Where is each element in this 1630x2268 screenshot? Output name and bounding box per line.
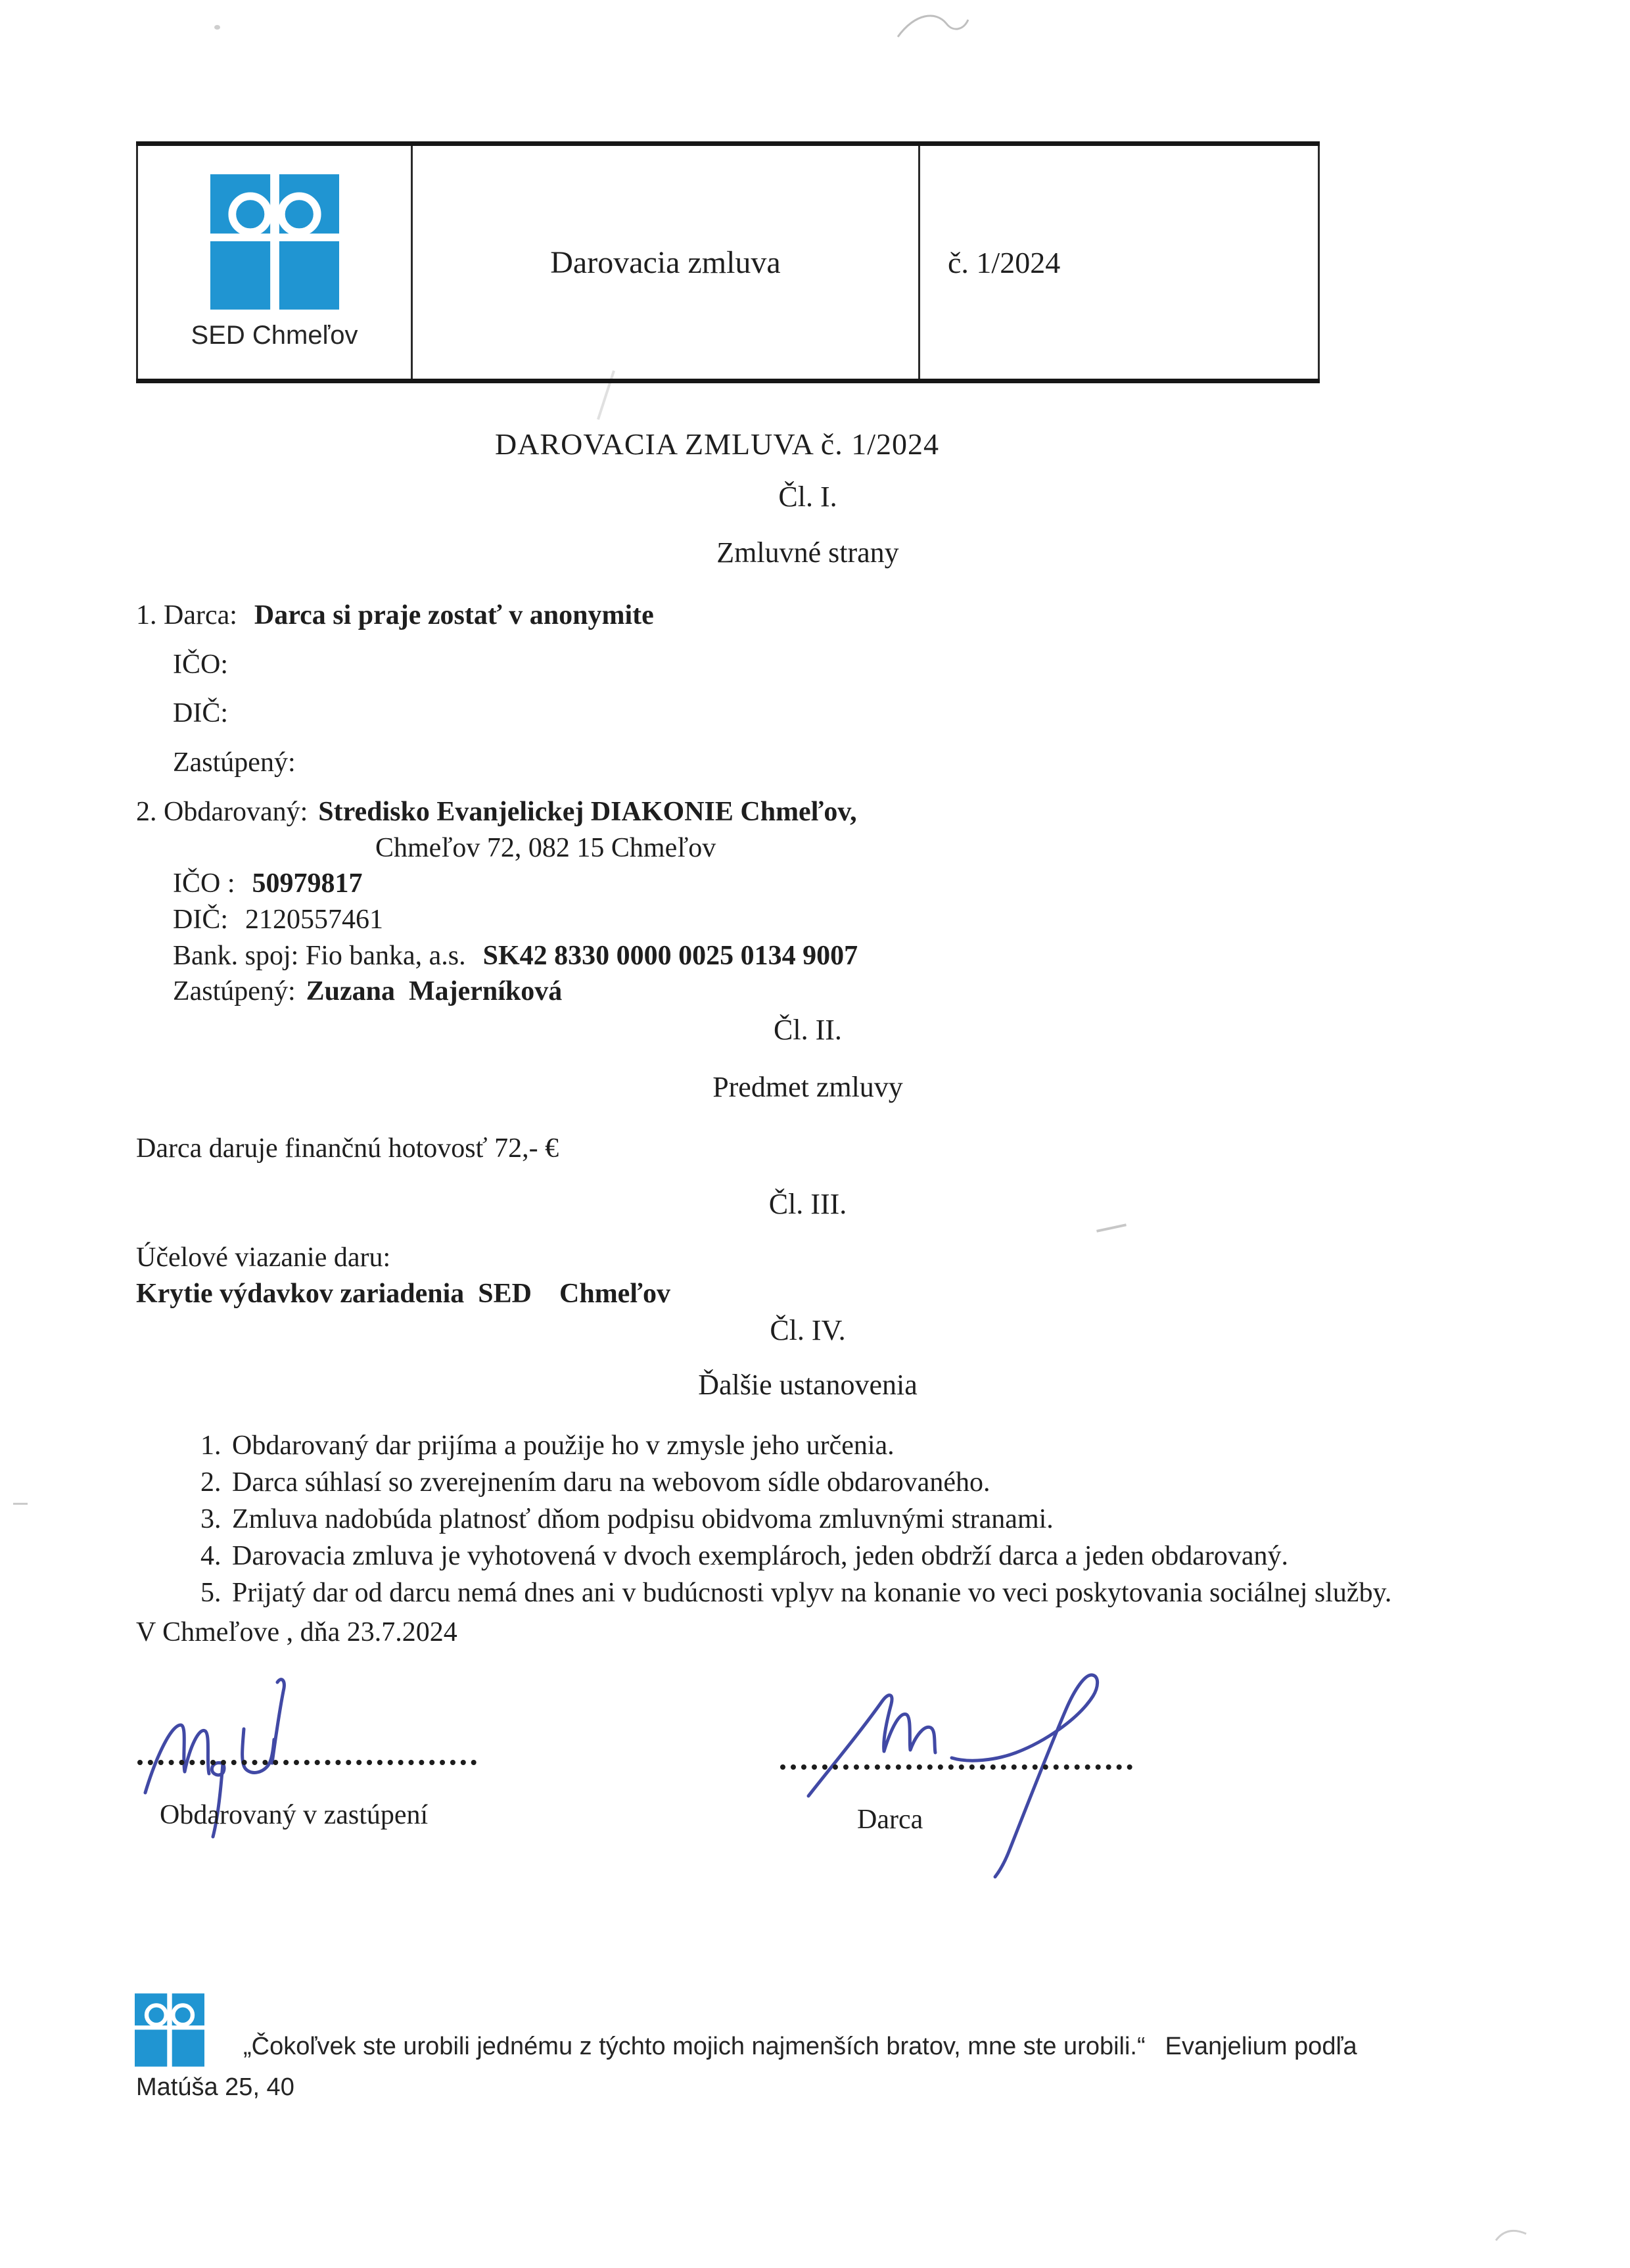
footer-quote-line	[243, 2033, 1357, 2061]
sed-chmelov-logo-icon	[135, 1993, 204, 2067]
provision-item: 2. Darca súhlasí so zverejnením daru na webovom sídle obdarovaného.	[228, 1465, 1498, 1501]
donor-ico-line	[173, 649, 1498, 681]
donee-ico-line	[173, 868, 1498, 900]
scan-artifact	[214, 25, 220, 30]
logo-caption: SED Chmeľov	[191, 321, 358, 350]
provision-item: 1. Obdarovaný dar prijíma a použije ho v zmysle jeho určenia.	[228, 1428, 1498, 1464]
document-content	[136, 141, 1498, 1901]
donee-label: 2. Obdarovaný:	[136, 796, 308, 827]
signature-line-donor	[780, 1764, 1132, 1770]
donee-dic-label: DIČ:	[173, 905, 228, 935]
signature-ink-donor	[799, 1659, 1141, 1886]
provisions-list	[136, 1428, 1498, 1611]
signature-block-donee	[136, 1665, 484, 1901]
donee-rep-name: Zuzana Majerníková	[306, 976, 563, 1007]
donee-bank-line	[173, 940, 1498, 972]
document-title: DAROVACIA ZMLUVA č. 1/2024	[494, 427, 940, 461]
scan-artifact	[13, 1503, 28, 1505]
scan-artifact	[894, 8, 973, 44]
donor-name: Darca si praje zostať v anonymite	[254, 600, 654, 630]
signature-label-donee: Obdarovaný v zastúpení	[160, 1800, 429, 1831]
article-1-heading: Čl. I.	[778, 481, 837, 513]
header-doc-type-cell	[412, 144, 920, 381]
donor-line	[136, 600, 1498, 632]
article-3-heading: Čl. III.	[768, 1187, 847, 1220]
donee-dic-line	[173, 904, 1498, 936]
scan-artifact	[1492, 2221, 1531, 2247]
footer-source-part2: Matúša 25, 40	[136, 2073, 294, 2101]
donee-line	[136, 796, 1498, 828]
donor-label: 1. Darca:	[136, 600, 237, 630]
donee-bank-account: SK42 8330 0000 0025 0134 9007	[482, 940, 858, 971]
provision-item: 3. Zmluva nadobúda platnosť dňom podpisu obidvoma zmluvnými stranami.	[228, 1501, 1498, 1538]
donee-name: Stredisko Evanjelickej DIAKONIE Chmeľov,	[318, 796, 857, 827]
donee-ico-value: 50979817	[252, 868, 363, 899]
header-logo-cell	[137, 144, 412, 381]
article-2-heading: Čl. II.	[774, 1014, 842, 1047]
header-doc-type: Darovacia zmluva	[550, 245, 781, 280]
footer-source-part1: Evanjelium podľa	[1165, 2033, 1357, 2060]
signature-label-donor: Darca	[857, 1805, 923, 1835]
purpose-value: Krytie výdavkov zariadenia SED Chmeľov	[136, 1278, 671, 1309]
header-table	[136, 141, 1320, 383]
donor-ico-label: IČO:	[173, 649, 228, 680]
signature-block-donor	[777, 1665, 1145, 1901]
donee-dic-value: 2120557461	[245, 905, 383, 935]
date-line: V Chmeľove , dňa 23.7.2024	[136, 1617, 457, 1648]
donee-rep-line	[173, 976, 1498, 1008]
article-2-subheading: Predmet zmluvy	[712, 1071, 903, 1104]
donee-rep-label: Zastúpený:	[173, 976, 296, 1007]
donor-dic-line	[173, 697, 1498, 730]
donee-ico-label: IČO :	[173, 868, 235, 899]
header-doc-number: č. 1/2024	[948, 245, 1061, 279]
donee-address: Chmeľov 72, 082 15 Chmeľov	[375, 832, 716, 863]
provision-item: 5. Prijatý dar od darcu nemá dnes ani v budúcnosti vplyv na konanie vo veci poskytovania sociálnej služby.	[228, 1575, 1498, 1611]
signature-line-donee	[137, 1760, 477, 1765]
article-1-subheading: Zmluvné strany	[716, 536, 899, 569]
donor-rep-line	[173, 747, 1498, 779]
donation-amount-line: Darca daruje finančnú hotovosť 72,- €	[136, 1133, 559, 1164]
article-4-subheading: Ďalšie ustanovenia	[698, 1369, 918, 1402]
sed-chmelov-logo-icon	[210, 174, 339, 310]
footer-quote: „Čokoľvek ste urobili jednému z týchto mojich najmenších bratov, mne ste urobili.“	[243, 2033, 1146, 2060]
header-doc-number-cell	[920, 144, 1319, 381]
donee-address-line	[375, 832, 1498, 864]
provision-item: 4. Darovacia zmluva je vyhotovená v dvoch exemplároch, jeden obdrží darca a jeden obdarovaný.	[228, 1538, 1498, 1574]
donor-rep-label: Zastúpený:	[173, 747, 296, 778]
purpose-label: Účelové viazanie daru:	[136, 1242, 391, 1273]
signatures-row	[136, 1665, 1498, 1901]
article-4-heading: Čl. IV.	[770, 1314, 846, 1347]
donee-bank-label: Bank. spoj: Fio banka, a.s.	[173, 940, 466, 971]
donor-dic-label: DIČ:	[173, 698, 228, 729]
parties-section	[136, 600, 1498, 1008]
